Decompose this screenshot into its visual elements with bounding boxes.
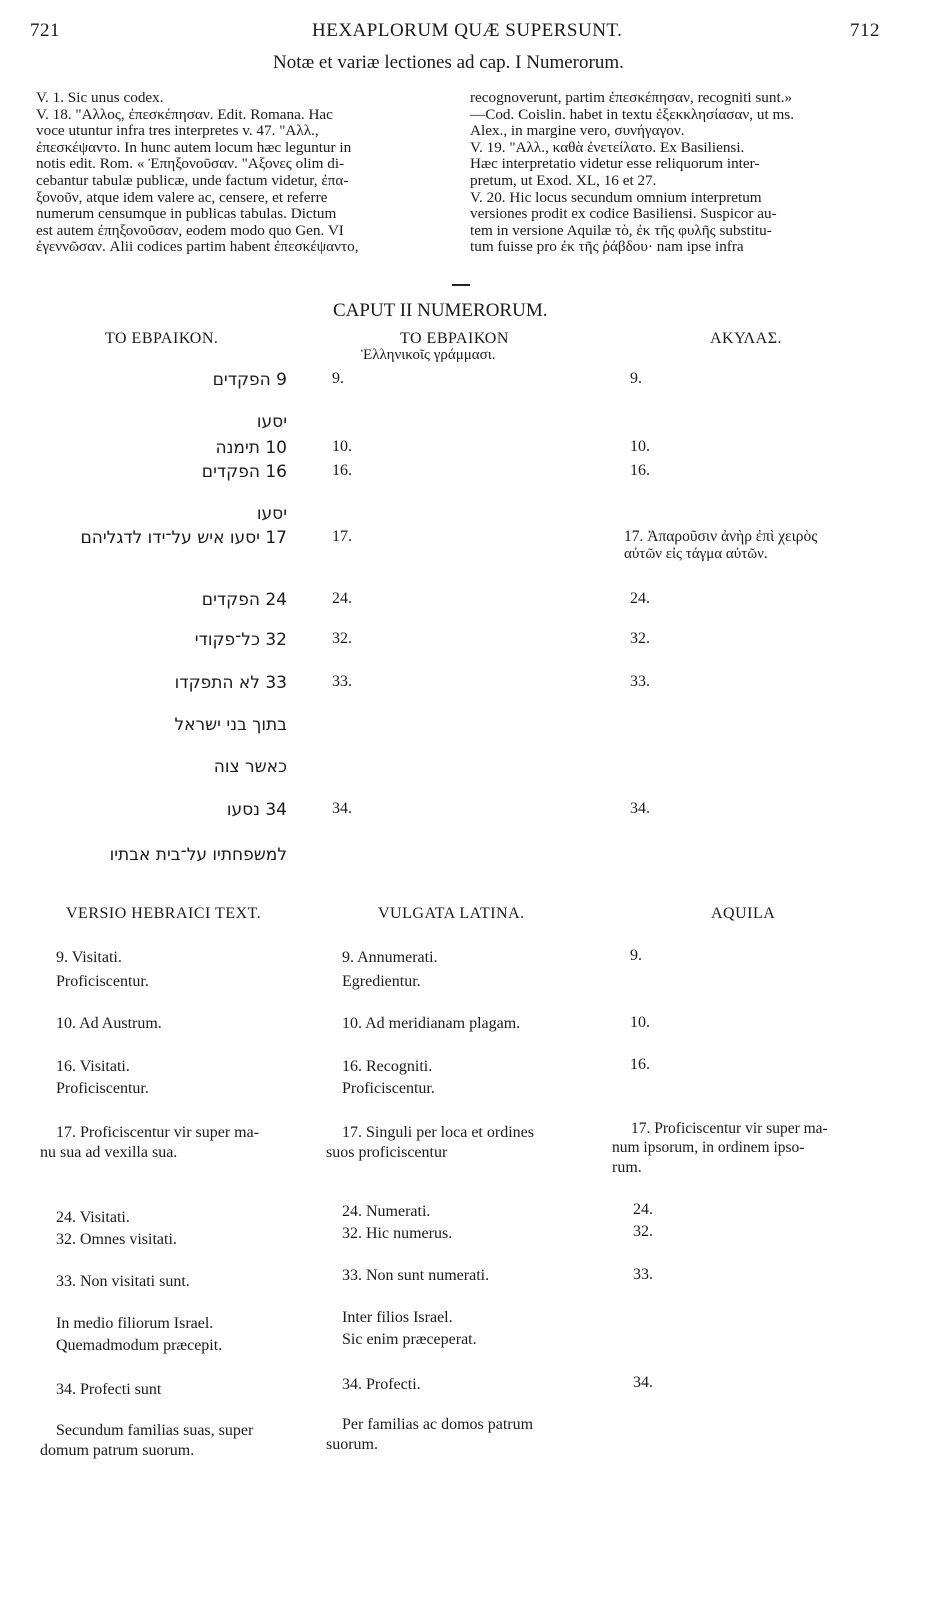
notes-subtitle: Notæ et variæ lectiones ad cap. I Numerorum. (273, 52, 624, 73)
note-line: recognoverunt, partim ἐπεσκέπησαν, recogniti sunt.» (470, 89, 793, 106)
aquila-greek-verse: 10. (630, 438, 650, 455)
vulgata-line: Sic enim præceperat. (342, 1331, 477, 1348)
note-line: est autem ἐπηξονοῦσαν, eodem modo quo Gen. VI (36, 221, 344, 239)
versio-line: 24. Visitati. (56, 1209, 130, 1226)
hebrew-line: 17 יסעו איש על־ידו לדגליהם (80, 528, 287, 548)
note-line: —Cod. Coislin. habet in textu ἐξεκκλησίασαν, ut ms. (470, 105, 795, 123)
aquila-latin-line: 10. (630, 1014, 650, 1031)
versio-line: 32. Omnes visitati. (56, 1231, 177, 1248)
aquila-latin-line: 24. (633, 1201, 653, 1218)
aquila-greek-verse: 24. (630, 590, 650, 607)
note-line: ἐπεσκέψαντο. In hunc autem locum hæc leguntur in (36, 138, 352, 156)
chapter-heading: CAPUT II NUMERORUM. (333, 300, 548, 321)
hebrew-line: 16 הפקדים (201, 462, 287, 482)
vulgata-line: 33. Non sunt numerati. (342, 1267, 490, 1284)
col-header-aquila: ΑΚΥΛΑΣ. (710, 330, 783, 347)
notes-right-column (470, 90, 910, 256)
aquila-latin-line: 32. (633, 1223, 653, 1240)
vulgata-line: Egredientur. (342, 973, 421, 990)
note-line: numerum censumque in publicas tabulas. Dictum (36, 205, 337, 223)
versio-line: domum patrum suorum. (40, 1442, 195, 1459)
translit-verse: 10. (332, 438, 352, 455)
translit-verse: 16. (332, 462, 352, 479)
versio-line: 9. Visitati. (56, 949, 122, 966)
translit-verse: 33. (332, 673, 352, 690)
note-line: pretum, ut Exod. XL, 16 et 27. (470, 171, 657, 189)
versio-line: 17. Proficiscentur vir super ma- (56, 1124, 260, 1141)
translit-verse: 9. (332, 370, 344, 387)
col-header-translit: ΤΟ ΕΒΡΑΙΚΟΝ (400, 330, 509, 347)
note-line: tum fuisse pro ἐκ τῆς ῥάβδου· nam ipse infra (470, 238, 744, 256)
vulgata-line: 34. Profecti. (342, 1376, 421, 1393)
vulgata-line: 17. Singuli per loca et ordines (342, 1124, 534, 1141)
note-line: V. 1. Sic unus codex. (36, 89, 164, 106)
vulgata-line: 9. Annumerati. (342, 949, 438, 966)
aquila-greek-verse: 32. (630, 630, 650, 647)
hebrew-line: 33 לא התפקדו (174, 673, 287, 693)
translit-verse: 32. (332, 630, 352, 647)
note-line: ἐγεννῶσαν. Alii codices partim habent ἐπεσκέψαντο, (36, 238, 359, 256)
notes-left-column (36, 90, 461, 256)
vulgata-line: 24. Numerati. (342, 1203, 431, 1220)
vulgata-line: Proficiscentur. (342, 1080, 435, 1097)
note-line: cebantur tabulæ publicæ, unde factum videtur, ἐπα- (36, 171, 349, 189)
page-number-left: 721 (30, 20, 60, 41)
col-header-aquila-latin: AQUILA (711, 905, 776, 922)
hebrew-line: 9 הפקדים (212, 370, 287, 390)
versio-line: In medio filiorum Israel. (56, 1315, 214, 1332)
hebrew-line: יסעו (256, 504, 287, 524)
hebrew-line: יסעו (256, 412, 287, 432)
vulgata-line: Inter filios Israel. (342, 1309, 453, 1326)
note-line: voce utuntur infra tres interpretes v. 47. "Αλλ., (36, 122, 319, 140)
hebrew-line: 24 הפקדים (201, 590, 287, 610)
note-line: tem in versione Aquilæ τὸ, ἐκ τῆς φυλῆς substitu- (470, 221, 772, 239)
translit-verse: 17. (332, 528, 352, 545)
aquila-latin-line: 16. (630, 1056, 650, 1073)
note-line: ξονοῦν, atque idem valere ac, censere, et referre (36, 188, 328, 206)
aquila-latin-line: 9. (630, 947, 642, 964)
versio-line: Proficiscentur. (56, 1080, 149, 1097)
aquila-greek-verse: 16. (630, 462, 650, 479)
note-line: V. 20. Hic locus secundum omnium interpretum (470, 188, 762, 206)
section-divider (452, 284, 470, 286)
vulgata-line: suorum. (326, 1436, 378, 1453)
aquila-greek-verse: 9. (630, 370, 642, 387)
hebrew-line: 34 נסעו (226, 800, 287, 820)
versio-line: 34. Profecti sunt (56, 1381, 162, 1398)
note-line: Hæc interpretatio videtur esse reliquorum inter- (470, 155, 760, 173)
aquila-greek-verse: 17. Ἀπαροῦσιν ἀνὴρ ἐπὶ χειρὸς (624, 528, 818, 545)
versio-line: Secundum familias suas, super (56, 1422, 254, 1439)
note-line: notis edit. Rom. « Ἐπηξονοῦσαν. "Αξονες olim di- (36, 155, 345, 173)
translit-verse: 34. (332, 800, 352, 817)
translit-verse: 24. (332, 590, 352, 607)
col-header-hebrew: ΤΟ ΕΒΡΑΙΚΟΝ. (105, 330, 219, 347)
vulgata-line: 16. Recogniti. (342, 1058, 433, 1075)
col-header-vulgata: VULGATA LATINA. (378, 905, 525, 922)
hebrew-line: 10 תימנה (215, 438, 287, 458)
versio-line: 10. Ad Austrum. (56, 1015, 162, 1032)
running-title: HEXAPLORUM QUÆ SUPERSUNT. (312, 20, 623, 41)
note-line: V. 18. "Αλλος, ἐπεσκέπησαν. Edit. Romana. Hac (36, 105, 333, 123)
versio-line: nu sua ad vexilla sua. (40, 1144, 178, 1161)
page-number-right: 712 (850, 20, 880, 41)
vulgata-line: Per familias ac domos patrum (342, 1416, 534, 1433)
versio-line: 33. Non visitati sunt. (56, 1273, 190, 1290)
versio-line: Proficiscentur. (56, 973, 149, 990)
aquila-latin-line: 33. (633, 1266, 653, 1283)
aquila-greek-verse: 34. (630, 800, 650, 817)
aquila-latin-line: num ipsorum, in ordinem ipso- (612, 1139, 805, 1156)
note-line: Alex., in margine vero, συνήγαγον. (470, 122, 685, 140)
hebrew-line: 32 כל־פקודי (194, 630, 287, 650)
note-line: V. 19. "Αλλ., καθὰ ἐνετείλατο. Ex Basiliensi. (470, 138, 745, 156)
note-line: versiones prodit ex codice Basiliensi. Suspicor au- (470, 205, 777, 223)
vulgata-line: 10. Ad meridianam plagam. (342, 1015, 521, 1032)
aquila-greek-verse: 33. (630, 673, 650, 690)
col-subheader-translit: Ἑλληνικοῖς γράμμασι. (361, 347, 496, 363)
vulgata-line: 32. Hic numerus. (342, 1225, 453, 1242)
aquila-latin-line: 17. Proficiscentur vir super ma- (631, 1120, 828, 1137)
hebrew-line: בתוך בני ישראל (174, 715, 287, 735)
hebrew-line: כאשר צוה (213, 757, 287, 777)
versio-line: 16. Visitati. (56, 1058, 130, 1075)
aquila-greek-line: αὐτῶν εἰς τάγμα αὐτῶν. (624, 546, 768, 562)
versio-line: Quemadmodum præcepit. (56, 1337, 223, 1354)
hebrew-line: למשפחתיו על־בית אבתיו (109, 845, 287, 865)
vulgata-line: suos proficiscentur (326, 1144, 448, 1161)
col-header-versio-hebraici: VERSIO HEBRAICI TEXT. (66, 905, 262, 922)
aquila-latin-line: 34. (633, 1374, 653, 1391)
aquila-latin-line: rum. (612, 1159, 642, 1176)
